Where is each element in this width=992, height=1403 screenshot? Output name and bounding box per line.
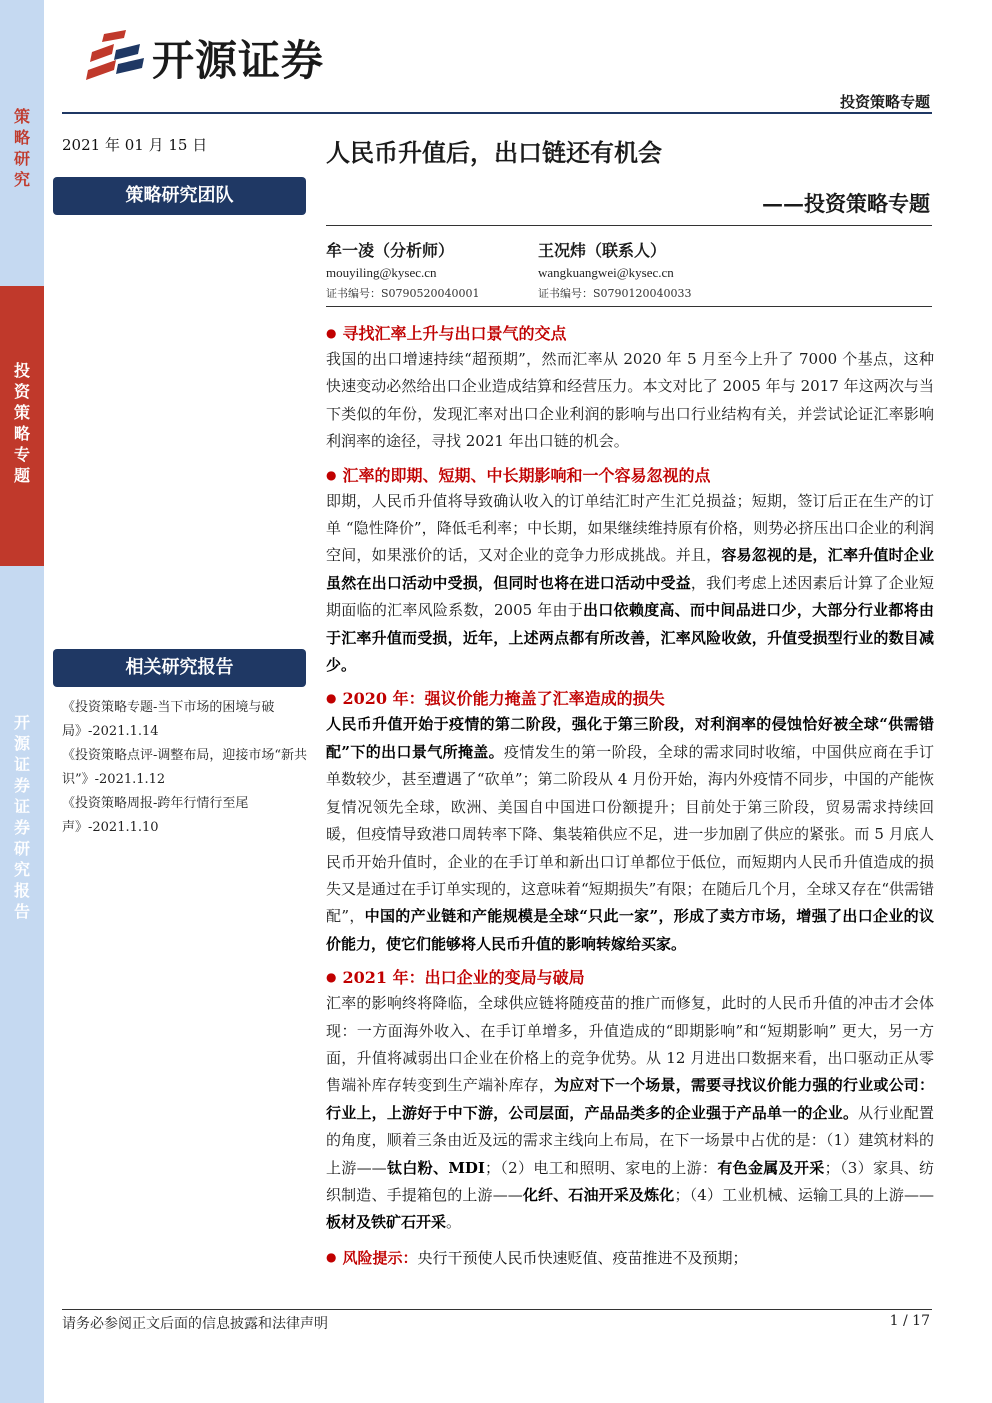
- paragraph-emphasis: 为应对下一个场景，需要寻找议价能力强的行业或公司：行业上，上游好于中下游，公司层面，产品品类多的企业强于产品单一的企业。: [326, 1076, 934, 1122]
- report-body: [326, 314, 934, 1270]
- sidebar-bottom-band: [0, 566, 44, 1403]
- paragraph-emphasis: 板材及铁矿石开采: [326, 1213, 447, 1232]
- summary-section: [326, 321, 934, 456]
- brand-logo: [86, 28, 324, 88]
- summary-section: [326, 965, 934, 1237]
- paragraph-emphasis: 容易忽视的是，汇率升值时企业虽然在出口活动中受损，但同时也将在进口活动中受益: [326, 546, 934, 592]
- section-title-text: 寻找汇率上升与出口景气的交点: [342, 324, 567, 343]
- section-title-text: 2021 年：出口企业的变局与破局: [342, 968, 585, 988]
- report-date: 2021 年 01 月 15 日: [62, 136, 208, 154]
- analyst-cert: 证书编号：S0790520040001: [326, 287, 480, 300]
- risk-label: 风险提示：: [342, 1248, 418, 1267]
- sidebar-mid-label: 投资策略专题: [13, 361, 30, 485]
- analyst-card: [326, 240, 480, 301]
- footer-disclaimer: 请务必参阅正文后面的信息披露和法律声明: [62, 1316, 328, 1332]
- paragraph-emphasis: 出口依赖度高、而中间品进口少，大部分行业都将由于汇率升值而受损，近年，上述两点都有所改善，汇率风险收敛，升值受损型行业的数目减少。: [326, 601, 934, 675]
- related-report-item[interactable]: 《投资策略点评-调整布局，迎接市场“新共识”》-2021.1.12: [62, 748, 308, 787]
- paragraph-text: 。: [446, 1213, 462, 1232]
- paragraph-emphasis: 有色金属及开采: [717, 1158, 825, 1177]
- section-title: [326, 321, 934, 346]
- report-subtitle: ——投资策略专题: [762, 191, 930, 216]
- bullet-icon: ●: [326, 1249, 337, 1264]
- section-title: [326, 965, 934, 990]
- bullet-icon: ●: [326, 691, 337, 706]
- paragraph-emphasis: 人民币升值开始于疫情的第二阶段，强化于第三阶段，对利润率的侵蚀恰好被全球“供需错配”下的出口景气所掩盖。: [326, 715, 934, 761]
- section-paragraph: [326, 346, 934, 456]
- risk-warning: [326, 1245, 934, 1270]
- bullet-icon: ●: [326, 970, 337, 985]
- sidebar-bottom-label: 开源证券 证券研究报告: [13, 713, 30, 921]
- title-divider: [326, 225, 932, 226]
- footer-divider: [62, 1309, 932, 1310]
- analyst-email[interactable]: mouyiling@kysec.cn: [326, 265, 437, 280]
- summary-section: [326, 686, 934, 958]
- analyst-email[interactable]: wangkuangwei@kysec.cn: [538, 265, 674, 280]
- related-reports-list: [62, 696, 312, 840]
- paragraph-text: ；（2）电工和照明、家电的上游：: [484, 1158, 718, 1177]
- analyst-name: 王况炜（联系人）: [538, 241, 667, 260]
- section-title-text: 2020 年：强议价能力掩盖了汇率造成的损失: [342, 689, 665, 709]
- section-paragraph: [326, 488, 934, 680]
- paragraph-text: ；（3）家具、纺织制造、手提箱包的上游——: [326, 1158, 934, 1204]
- brand-name: 开源证券: [152, 36, 325, 85]
- team-heading: 策略研究团队: [53, 177, 306, 215]
- header-divider: [62, 112, 932, 114]
- paragraph-text: 我国的出口增速持续“超预期”，然而汇率从 2020 年 5 月至今上升了 7000 个基点，这种快速变动必然给出口企业造成结算和经营压力。本文对比了 2005 年与 2017 年这两次与当下类似的年份，发现汇率对出口企业利润的影响与出口行业结构有关，并尝试论证汇率影响利润率的途径，寻找 2021 年出口链的机会。: [326, 350, 934, 451]
- sidebar-top-label: 策略研究: [13, 107, 30, 189]
- paragraph-text: ，我们考虑上述因素后计算了企业短期面临的汇率风险系数，2005 年由于: [326, 573, 934, 620]
- analyst-cert: 证书编号：S0790120040033: [538, 287, 692, 300]
- paragraph-emphasis: 化纤、石油开采及炼化: [522, 1185, 675, 1204]
- paragraph-text: 疫情发生的第一阶段，全球的需求同时收缩，中国供应商在手订单数较少，甚至遭遇了“砍单”；第二阶段从 4 月份开始，海内外疫情不同步，中国的产能恢复情况领先全球，欧洲、美国自中国进口份额提升；目前处于第三阶段，贸易需求持续回暖，但疫情导致港口周转率下降、集装箱供应不足，进一步加剧了供应的紧张。而 5 月底人民币开始升值时，企业的在手订单和新出口订单都位于低位，而短期内人民币升值造成的损失又是通过在手订单实现的，这意味着“短期损失”有限；在随后几个月，全球又存在“供需错配”，: [326, 742, 935, 926]
- paragraph-text: 汇率的影响终将降临，全球供应链将随疫苗的推广而修复，此时的人民币升值的冲击才会体现：一方面海外收入、在手订单增多，升值造成的“即期影响”和“短期影响” 更大，另一方面，升值将减弱出口企业在价格上的竞争优势。从 12 月进出口数据来看，出口驱动正从零售端补库存转变到生产端补库存，: [326, 994, 934, 1095]
- risk-text: 央行干预使人民币快速贬值、疫苗推进不及预期；: [417, 1248, 748, 1267]
- bullet-icon: ●: [326, 467, 337, 482]
- paragraph-text: 即期，人民币升值将导致确认收入的订单结汇时产生汇兑损益；短期，签订后正在生产的订单 “隐性降价”，降低毛利率；中长期，如果继续维持原有价格，则势必挤压出口企业的利润空间，如果涨价的话，又对企业的竞争力形成挑战。并且，: [326, 491, 934, 565]
- brand-logo-icon: [86, 30, 146, 86]
- related-report-item[interactable]: 《投资策略专题-当下市场的困境与破局》-2021.1.14: [62, 700, 275, 739]
- section-paragraph: [326, 711, 934, 958]
- section-title: [326, 686, 934, 711]
- paragraph-text: ；（4）工业机械、运输工具的上游——: [674, 1185, 934, 1204]
- paragraph-text: 从行业配置的角度，顺着三条由近及远的需求主线向上布局，在下一场景中占优的是：（1）建筑材料的上游——: [326, 1103, 934, 1177]
- summary-section: [326, 463, 934, 680]
- section-title: [326, 463, 934, 488]
- analyst-card: [538, 240, 692, 301]
- page-number: 1 / 17: [889, 1313, 930, 1329]
- section-title-text: 汇率的即期、短期、中长期影响和一个容易忽视的点: [342, 465, 711, 485]
- header-tag: 投资策略专题: [839, 93, 930, 111]
- paragraph-emphasis: 中国的产业链和产能规模是全球“只此一家”，形成了卖方市场，增强了出口企业的议价能力，使它们能够将人民币升值的影响转嫁给买家。: [326, 907, 934, 953]
- related-report-item[interactable]: 《投资策略周报-跨年行情行至尾声》-2021.1.10: [62, 796, 249, 835]
- section-paragraph: [326, 990, 934, 1237]
- paragraph-emphasis: 钛白粉、MDI: [386, 1158, 485, 1177]
- bullet-icon: ●: [326, 326, 337, 340]
- related-reports-heading: 相关研究报告: [53, 649, 306, 687]
- analyst-divider: [326, 306, 932, 307]
- analyst-name: 牟一凌（分析师）: [326, 241, 455, 260]
- report-title: 人民币升值后，出口链还有机会: [326, 138, 662, 167]
